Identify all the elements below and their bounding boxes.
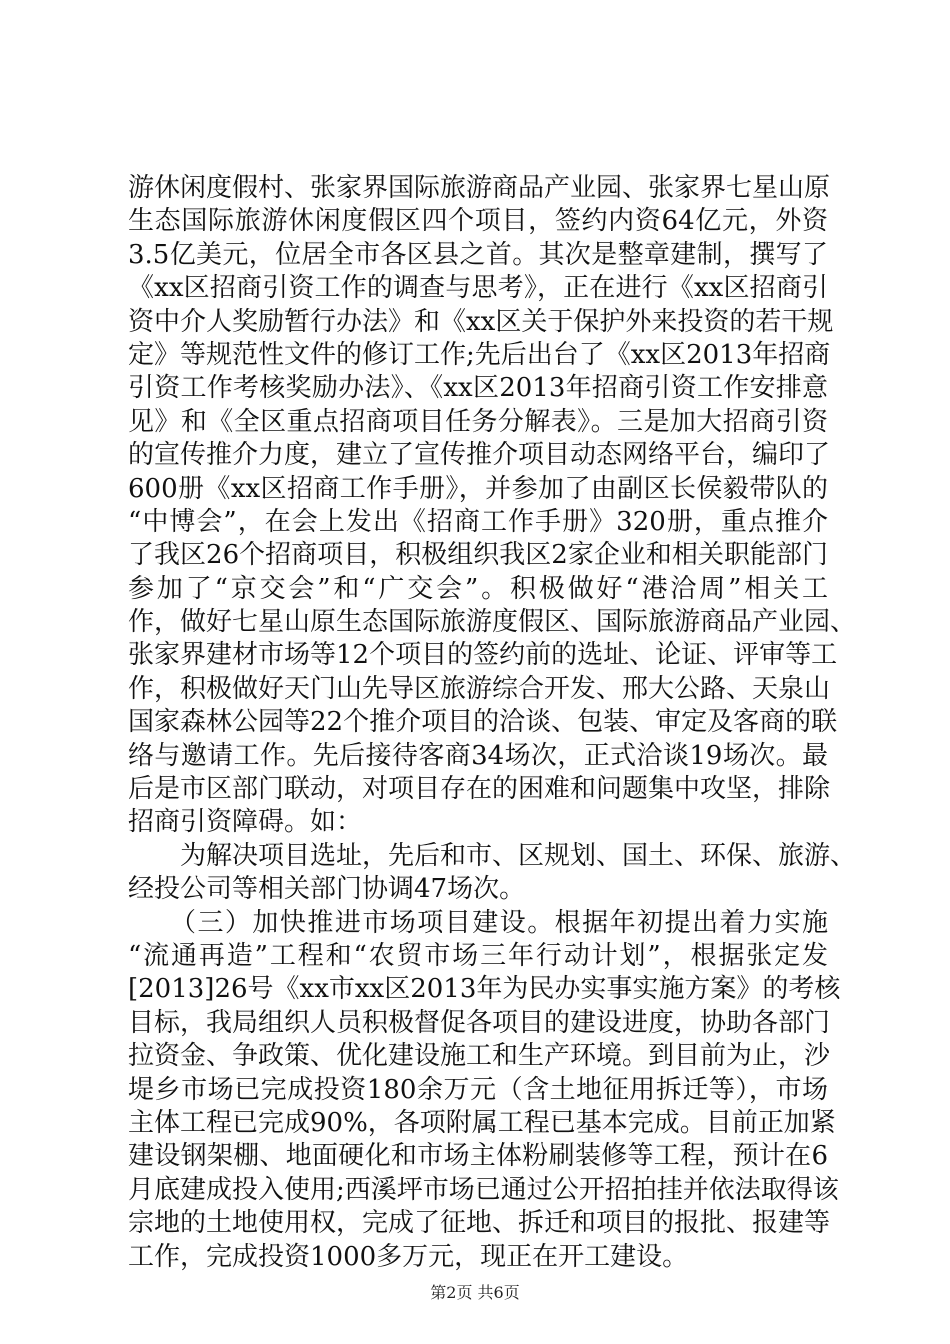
text-line: 定》等规范性文件的修订工作;先后出台了《xx区2013年招商	[128, 339, 831, 370]
text-line: 工作，完成投资1000多万元，现正在开工建设。	[128, 1241, 689, 1272]
text-line: 月底建成投入使用;西溪坪市场已通过公开招拍挂并依法取得该	[128, 1174, 839, 1205]
page-footer	[0, 1280, 950, 1303]
text-line: 资中介人奖励暂行办法》和《xx区关于保护外来投资的若干规	[128, 306, 834, 337]
page-number: 第2页 共6页	[430, 1283, 520, 1302]
text-line: 张家界建材市场等12个项目的签约前的选址、论证、评审等工	[128, 640, 838, 671]
text-line: 经投公司等相关部门协调47场次。	[128, 874, 526, 905]
text-line: 宗地的土地使用权，完成了征地、拆迁和项目的报批、报建等	[128, 1208, 831, 1239]
text-line: 的宣传推介力度，建立了宣传推介项目动态网络平台，编印了	[128, 440, 831, 471]
text-line: 3.5亿美元，位居全市各区县之首。其次是整章建制，撰写了	[128, 239, 828, 270]
text-line: 建设钢架棚、地面硬化和市场主体粉刷装修等工程，预计在6	[128, 1141, 828, 1172]
text-line: 招商引资障碍。如：	[128, 807, 363, 838]
text-line: 游休闲度假村、张家界国际旅游商品产业园、张家界七星山原	[128, 173, 831, 203]
text-line: 后是市区部门联动，对项目存在的困难和问题集中攻坚，排除	[128, 774, 831, 805]
text-line: 见》和《全区重点招商项目任务分解表》。三是加大招商引资	[128, 406, 828, 437]
text-line: 引资工作考核奖励办法》、《xx区2013年招商引资工作安排意	[128, 373, 828, 404]
text-line: “中博会”，在会上发出《招商工作手册》320册，重点推介	[128, 506, 828, 537]
text-line: [2013]26号《xx市xx区2013年为民办实事实施方案》的考核	[128, 974, 841, 1005]
text-line: 为解决项目选址，先后和市、区规划、国土、环保、旅游、	[128, 840, 857, 871]
text-line: 主体工程已完成90%，各项附属工程已基本完成。目前正加紧	[128, 1107, 836, 1138]
text-line: 600册《xx区招商工作手册》，并参加了由副区长侯毅带队的	[128, 473, 828, 504]
text-line: “流通再造”工程和“农贸市场三年行动计划”，根据张定发	[128, 940, 828, 971]
text-line: 作，做好七星山原生态国际旅游度假区、国际旅游商品产业园、	[128, 607, 857, 638]
text-line: 国家森林公园等22个推介项目的洽谈、包装、审定及客商的联	[128, 707, 838, 738]
text-line: （三）加快推进市场项目建设。根据年初提出着力实施	[128, 907, 828, 938]
text-line: 《xx区招商引资工作的调查与思考》，正在进行《xx区招商引	[128, 273, 828, 304]
body-text	[128, 172, 857, 1274]
text-line: 作，积极做好天门山先导区旅游综合开发、邢大公路、天泉山	[128, 673, 831, 704]
text-line: 拉资金、争政策、优化建设施工和生产环境。到目前为止，沙	[128, 1041, 831, 1072]
text-line: 络与邀请工作。先后接待客商34场次，正式洽谈19场次。最	[128, 740, 828, 771]
text-line: 参加了“京交会”和“广交会”。积极做好“港洽周”相关工	[128, 573, 828, 604]
text-line: 目标，我局组织人员积极督促各项目的建设进度，协助各部门	[128, 1007, 831, 1038]
text-line: 堤乡市场已完成投资180余万元（含土地征用拆迁等），市场	[128, 1074, 828, 1105]
text-line: 了我区26个招商项目，积极组织我区2家企业和相关职能部门	[128, 540, 828, 571]
text-line: 生态国际旅游休闲度假区四个项目，签约内资64亿元，外资	[128, 206, 828, 237]
